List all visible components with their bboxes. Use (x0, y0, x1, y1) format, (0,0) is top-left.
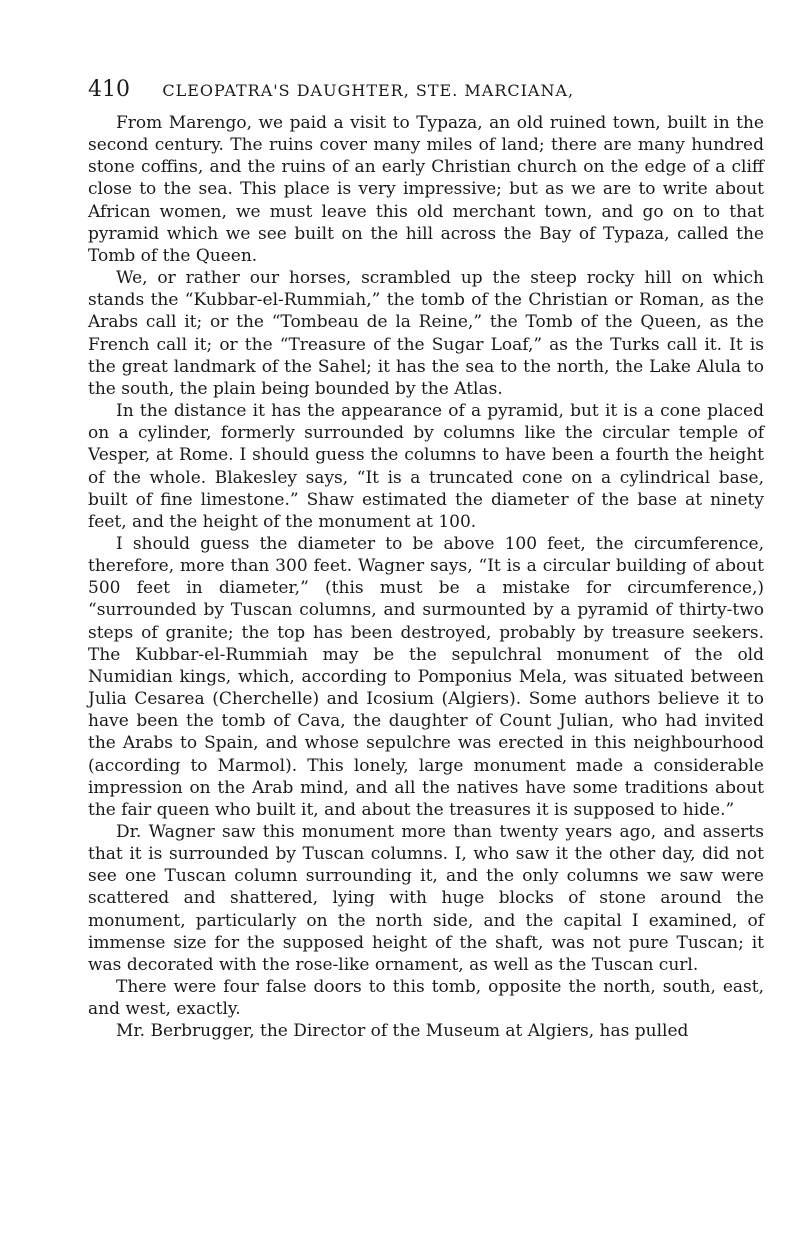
paragraph: Mr. Berbrugger, the Director of the Museum at Algiers, has pulled (116, 1021, 689, 1042)
paragraph: In the distance it has the appearance of a pyramid, but it is a cone placed on a cylinder, formerly surrounded by columns like the circular temple of Vesper, at Rome. I should guess the columns to have been a fourth the height of the whole. Blakesley says, “It is a truncated cone on a cylindrical base, built of fine limestone.” Shaw estimated the diameter of the base at ninety feet, and the height of the monument at 100. (88, 401, 764, 532)
page-header (88, 72, 764, 112)
body-text (88, 112, 764, 1043)
book-page (88, 72, 764, 1043)
paragraph: I should guess the diameter to be above 100 feet, the circumference, therefore, more than 300 feet. Wagner says, “It is a circular building of about 500 feet in diameter,” (this must be a mistake for circumference,) “surrounded by Tuscan columns, and surmounted by a pyramid of thirty-two steps of granite; the top has been destroyed, probably by treasure seekers. The Kubbar-el-Rummiah may be the sepulchral monument of the old Numidian kings, which, according to Pomponius Mela, was situated between Julia Cesarea (Cherchelle) and Icosium (Algiers). Some authors believe it to have been the tomb of Cava, the daughter of Count Julian, who had invited the Arabs to Spain, and whose sepulchre was erected in this neighbourhood (according to Marmol). This lonely, large monument made a considerable impression on the Arab mind, and all the natives have some traditions about the fair queen who built it, and about the treasures it is supposed to hide.” (88, 533, 764, 820)
paragraph: Dr. Wagner saw this monument more than twenty years ago, and asserts that it is surrounded by Tuscan columns. I, who saw it the other day, did not see one Tuscan column surrounding it, and the only columns we saw were scattered and shattered, lying with huge blocks of stone around the monument, particularly on the north side, and the capital I examined, of immense size for the supposed height of the shaft, was not pure Tuscan; it was decorated with the rose-like ornament, as well as the Tuscan curl. (88, 822, 764, 975)
paragraph: From Marengo, we paid a visit to Typaza, an old ruined town, built in the second century. The ruins cover many miles of land; there are many hundred stone coffins, and the ruins of an early Christian church on the edge of a cliff close to the sea. This place is very impressive; but as we are to write about African women, we must leave this old merchant town, and go on to that pyramid which we see built on the hill across the Bay of Typaza, called the Tomb of the Queen. (88, 113, 764, 266)
paragraph: We, or rather our horses, scrambled up the steep rocky hill on which stands the “Kubbar-el-Rummiah,” the tomb of the Christian or Roman, as the Arabs call it; or the “Tombeau de la Reine,” the Tomb of the Queen, as the French call it; or the “Treasure of the Sugar Loaf,” as the Turks call it. It is the great landmark of the Sahel; it has the sea to the north, the Lake Alula to the south, the plain being bounded by the Atlas. (88, 268, 764, 399)
paragraph: There were four false doors to this tomb, opposite the north, south, east, and west, exactly. (88, 977, 764, 1020)
page-number: 410 (88, 77, 130, 102)
running-title: CLEOPATRA'S DAUGHTER, STE. MARCIANA, (162, 81, 575, 100)
